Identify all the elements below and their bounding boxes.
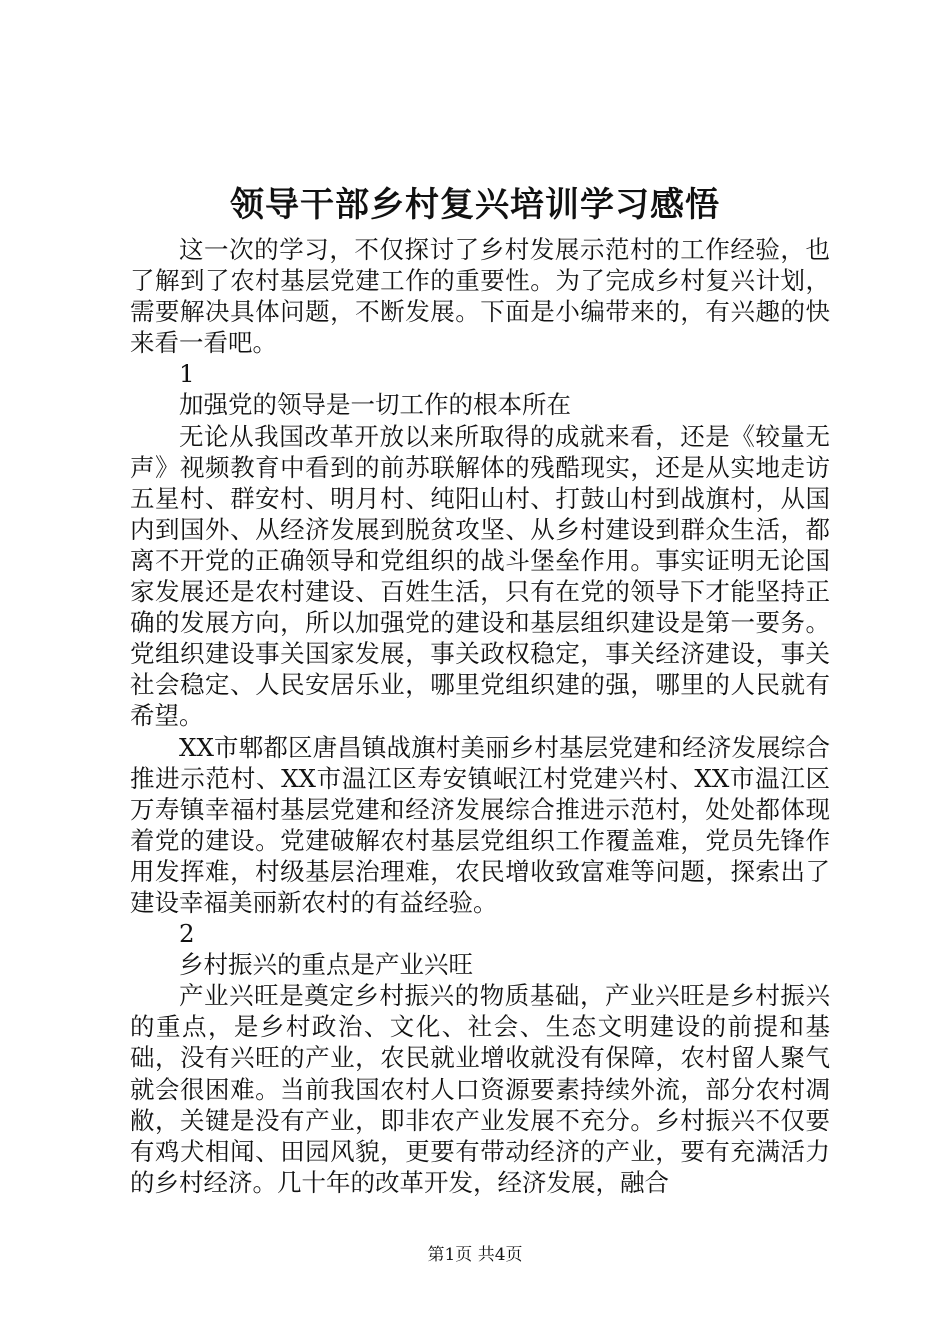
section-heading-1: 加强党的领导是一切工作的根本所在 <box>179 390 571 420</box>
intro-paragraph: 这一次的学习，不仅探讨了乡村发展示范村的工作经验，也了解到了农村基层党建工作的重要性。为了完成乡村复兴计划，需要解决具体问题，不断发展。下面是小编带来的，有兴趣的快来看一看吧。 <box>130 235 830 358</box>
document-body <box>130 234 830 1198</box>
page-title: 领导干部乡村复兴培训学习感悟 <box>230 185 720 225</box>
body-paragraph: XX市郫都区唐昌镇战旗村美丽乡村基层党建和经济发展综合推进示范村、XX市温江区寿安镇岷江村党建兴村、XX市温江区万寿镇幸福村基层党建和经济发展综合推进示范村，处处都体现着党的建设。党建破解农村基层党组织工作覆盖难，党员先锋作用发挥难，村级基层治理难，农民增收致富难等问题，探索出了建设幸福美丽新农村的有益经验。 <box>130 732 830 917</box>
page-footer: 第1页 共4页 <box>427 1245 523 1265</box>
body-paragraph: 无论从我国改革开放以来所取得的成就来看，还是《较量无声》视频教育中看到的前苏联解体的残酷现实，还是从实地走访五星村、群安村、明月村、纯阳山村、打鼓山村到战旗村，从国内到国外、从经济发展到脱贫攻坚、从乡村建设到群众生活，都离不开党的正确领导和党组织的战斗堡垒作用。事实证明无论国家发展还是农村建设、百姓生活，只有在党的领导下才能坚持正确的发展方向，所以加强党的建设和基层组织建设是第一要务。党组织建设事关国家发展，事关政权稳定，事关经济建设，事关社会稳定、人民安居乐业，哪里党组织建的强，哪里的人民就有希望。 <box>130 421 830 731</box>
body-paragraph: 产业兴旺是奠定乡村振兴的物质基础，产业兴旺是乡村振兴的重点，是乡村政治、文化、社会、生态文明建设的前提和基础，没有兴旺的产业，农民就业增收就没有保障，农村留人聚气就会很困难。当前我国农村人口资源要素持续外流，部分农村凋敝，关键是没有产业，即非农产业发展不充分。乡村振兴不仅要有鸡犬相闻、田园风貌，更要有带动经济的产业，要有充满活力的乡村经济。几十年的改革开发，经济发展，融合 <box>130 981 830 1197</box>
section-number-1: 1 <box>179 359 195 389</box>
section-heading-2: 乡村振兴的重点是产业兴旺 <box>179 950 473 980</box>
section-number-2: 2 <box>179 919 195 949</box>
